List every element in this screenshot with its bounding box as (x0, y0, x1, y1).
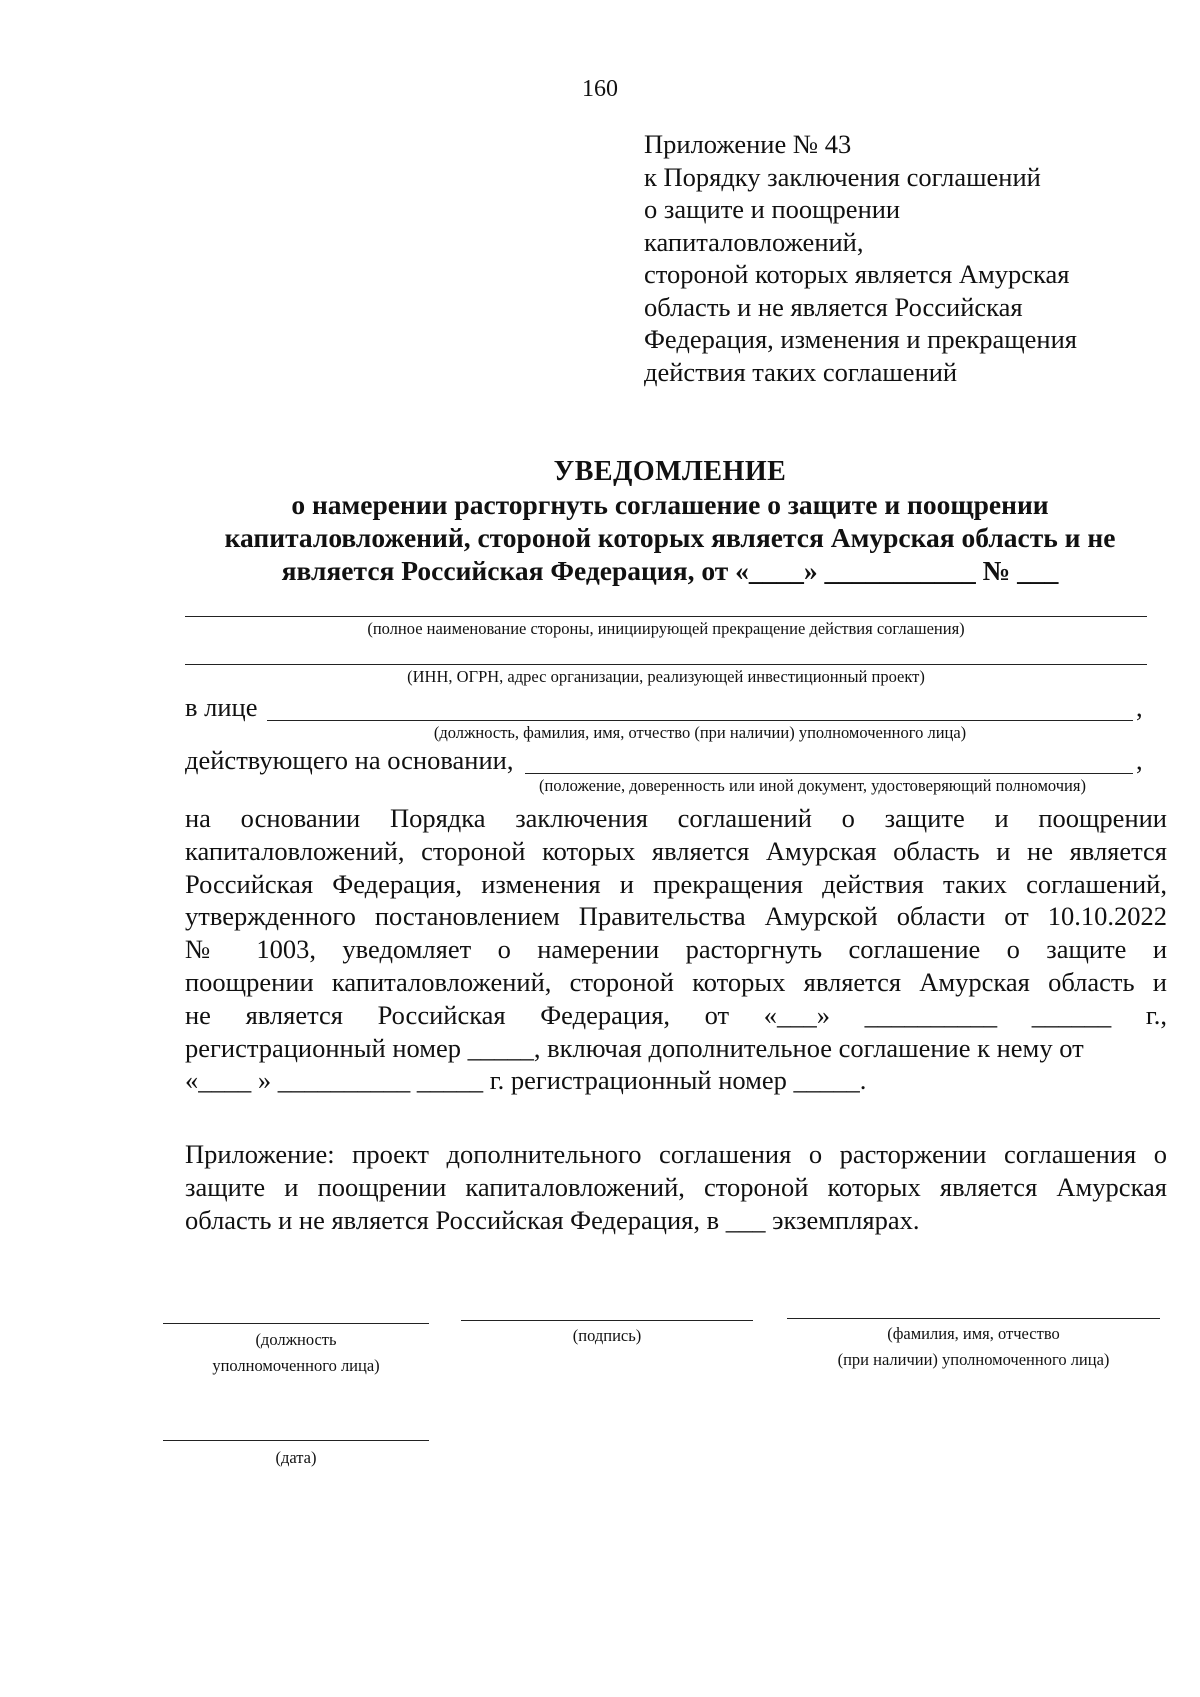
appendix-line: область и не является Российская (644, 291, 1023, 322)
in-person-label: в лице (185, 692, 258, 722)
in-person-comma: , (1136, 692, 1143, 722)
appendix-line: Приложение № 43 (644, 129, 852, 159)
body-line: поощрении капиталовложений, стороной которых является Амурская область и (185, 966, 1167, 997)
acting-basis-caption: (положение, доверенность или иной документ, удостоверяющий полномочия) (539, 776, 1086, 795)
in-person-caption: (должность, фамилия, имя, отчество (при наличии) уполномоченного лица) (433, 723, 967, 742)
party-name-caption: (полное наименование стороны, инициирующей прекращение действия соглашения) (367, 619, 965, 638)
attachment-note (185, 1138, 1167, 1236)
body-paragraph (185, 802, 1167, 1097)
position-caption-line: (должность (255, 1330, 337, 1349)
body-line: капиталовложений, стороной которых является Амурская область и не является (185, 835, 1167, 866)
full-name-line[interactable] (787, 1318, 1160, 1319)
full-name-caption-line: (фамилия, имя, отчество (887, 1324, 1060, 1343)
acting-basis-label: действующего на основании, (185, 745, 514, 775)
acting-basis-line[interactable] (525, 773, 1133, 774)
body-line: Российская Федерация, изменения и прекращения действия таких соглашений, (185, 868, 1167, 899)
position-signature-line[interactable] (163, 1323, 429, 1324)
party-name-line[interactable] (185, 616, 1147, 617)
title-line: является Российская Федерация, от «____» ___________ № ___ (281, 555, 1059, 586)
body-line: утвержденного постановлением Правительства Амурской области от 10.10.2022 (185, 901, 1167, 932)
appendix-line: Федерация, изменения и прекращения (644, 324, 1077, 354)
date-line[interactable] (163, 1440, 429, 1441)
attachment-line: область и не является Российская Федерация, в ___ экземплярах. (185, 1204, 920, 1235)
signature-line[interactable] (461, 1320, 753, 1321)
signature-caption: (подпись) (572, 1326, 642, 1345)
document-title (150, 455, 1190, 587)
org-details-line[interactable] (185, 664, 1147, 665)
full-name-caption-line: (при наличии) уполномоченного лица) (837, 1350, 1110, 1369)
title-main: УВЕДОМЛЕНИЕ (553, 456, 787, 487)
position-caption-line: уполномоченного лица) (212, 1356, 380, 1375)
attachment-line: Приложение: проект дополнительного соглашения о расторжении соглашения о (185, 1139, 1167, 1169)
attachment-line: защите и поощрении капиталовложений, стороной которых является Амурская (185, 1171, 1167, 1202)
appendix-line: о защите и поощрении (644, 194, 901, 224)
body-line: регистрационный номер _____, включая дополнительное соглашение к нему от (185, 1032, 1084, 1063)
body-line: «____ » __________ _____ г. регистрационный номер _____. (185, 1065, 867, 1096)
body-line: на основании Порядка заключения соглашений о защите и поощрении (185, 803, 1167, 833)
appendix-header (644, 128, 1077, 388)
appendix-line: действия таких соглашений (644, 356, 958, 387)
position-caption (163, 1327, 429, 1379)
org-details-caption: (ИНН, ОГРН, адрес организации, реализующей инвестиционный проект) (407, 667, 925, 686)
body-line: № 1003, уведомляет о намерении расторгнуть соглашение о защите и (185, 934, 1167, 965)
in-person-line[interactable] (267, 720, 1133, 721)
acting-basis-comma: , (1136, 745, 1143, 775)
body-line: не является Российская Федерация, от «___» __________ ______ г., (185, 999, 1167, 1030)
appendix-line: стороной которых является Амурская (644, 259, 1070, 289)
appendix-line: капиталовложений, (644, 226, 864, 257)
date-caption: (дата) (275, 1448, 317, 1467)
title-line: о намерении расторгнуть соглашение о защите и поощрении (291, 489, 1049, 520)
full-name-caption (787, 1321, 1160, 1373)
page-number: 160 (582, 76, 618, 102)
appendix-line: к Порядку заключения соглашений (644, 161, 1041, 192)
title-line: капиталовложений, стороной которых является Амурская область и не (224, 522, 1116, 553)
